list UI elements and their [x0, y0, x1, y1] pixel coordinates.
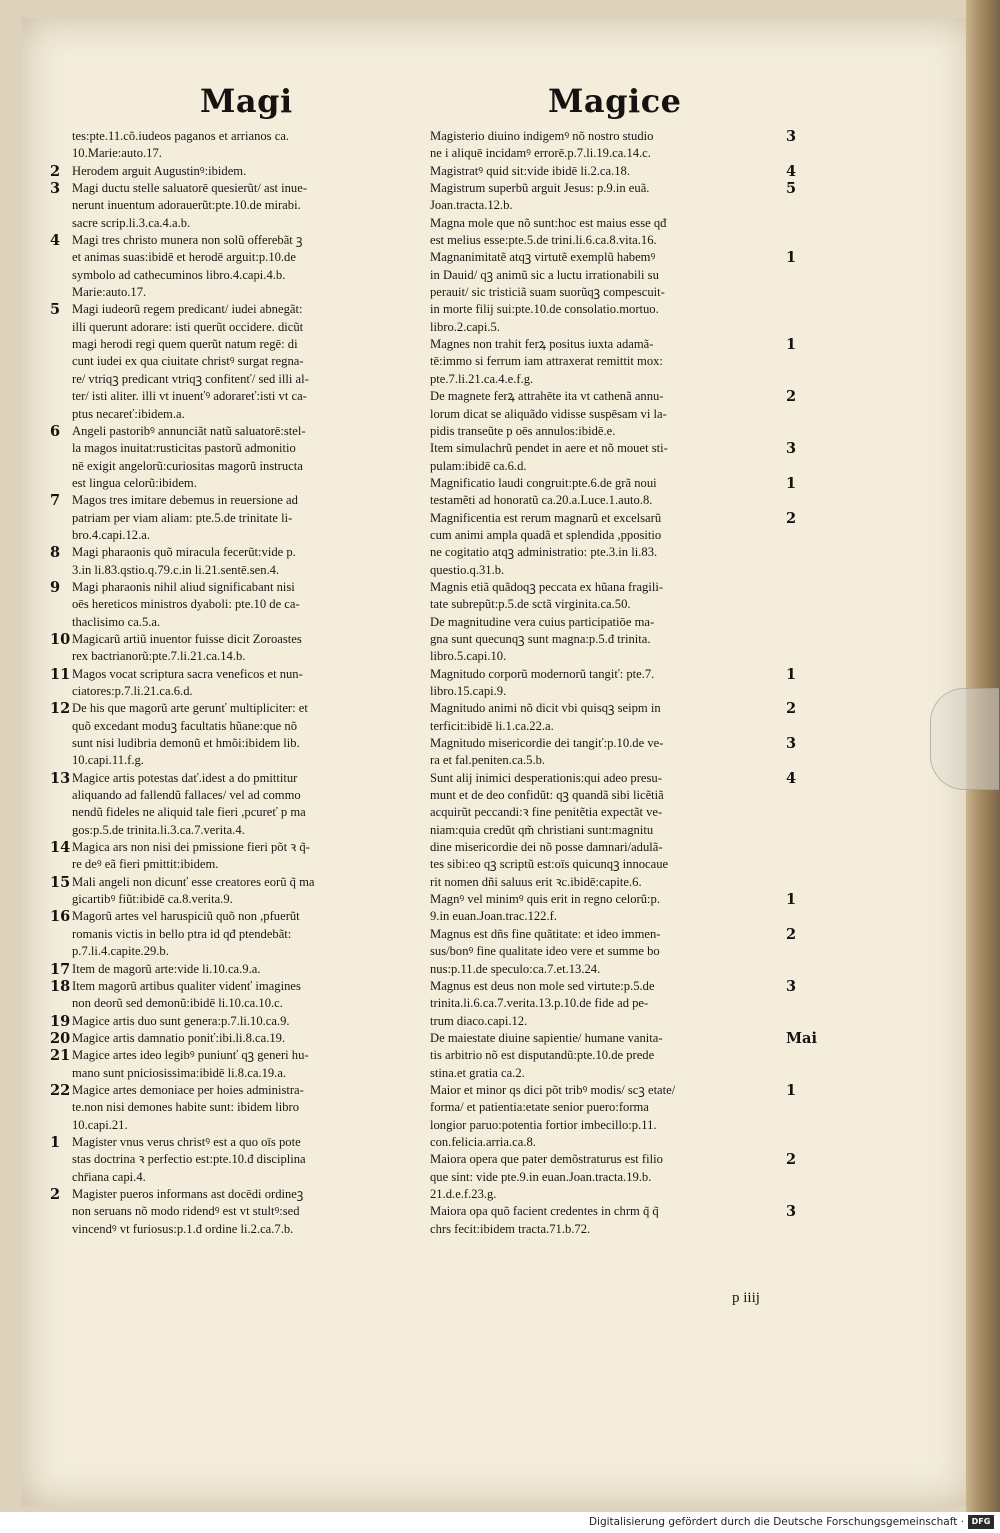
entry-number: 20 — [50, 1029, 71, 1047]
entry-number: 3 — [786, 440, 797, 458]
entry-text: Herodem arguit Augustinꝰ:ibidem. — [72, 163, 247, 178]
entry-text: Magnus est dñs fine quãtitate: et ideo immen- sus/bonꝰ fine qualitate ideo vere et summe bo nus:p.11.de speculo:ca.7.et.13.24. — [430, 926, 661, 976]
entry-text: Item simulachrũ pendet in aere et nõ mouet sti- pulam:ibidē ca.6.d. — [430, 441, 668, 473]
index-entry — [50, 839, 420, 874]
index-entry — [50, 1047, 420, 1082]
entry-text: De his que magorũ arte gerunť multipliciter: et quõ excedant moduꝫ facultatis hũane:que nõ sunt nisi ludibria demonũ et hmõi:ibidem lib. 10.capi.11.f.g. — [72, 701, 308, 768]
entry-text: Magnꝰ vel minimꝰ quis erit in regno celorũ:p. 9.in euan.Joan.trac.122.f. — [430, 892, 660, 924]
entry-text: Magnitudo misericordie dei tangiť:p.10.de ve- ra et fal.peniten.ca.5.b. — [430, 736, 664, 768]
index-entry — [50, 544, 420, 579]
entry-text: Maiora opera que pater demõstraturus est filio que sint: vide pte.9.in euan.Joan.tracta.19.b. 21.d.e.f.23.g. — [430, 1152, 663, 1201]
digitization-footer — [0, 1512, 1000, 1533]
running-head-right: Magice — [548, 82, 682, 120]
entry-number: 1 — [50, 1133, 61, 1151]
entry-number: 4 — [786, 162, 797, 180]
entry-number: 4 — [50, 232, 61, 250]
entry-text: Magorũ artes vel haruspiciũ quõ non ,pfuerũt romanis victis in bello ptra id qđ ptendebãt: p.7.li.4.capite.29.b. — [72, 909, 300, 959]
entry-text: Magnanimitatẽ atqꝫ virtutẽ exemplũ habemꝰ in Dauid/ qꝫ animũ sic a luctu irrationabili su perauit/ sic tristiciã suam suorũqꝫ compescuit- in morte filij sui:pte.10.de consolatio.mortuo. libro.2.capi.5. — [430, 250, 665, 334]
index-entry — [50, 666, 420, 701]
entry-number: 4 — [786, 769, 797, 787]
entry-number: 5 — [786, 180, 797, 198]
entry-text: Magi ductu stelle saluatorē quesierũt/ ast inue- nerunt inuentum adorauerũt:pte.10.de mirabi. sacre scrip.li.3.ca.4.a.b. — [72, 181, 308, 230]
index-entry — [50, 579, 420, 631]
entry-text: Sunt alij inimici desperationis:qui adeo presu- munt et de deo confidũt: qꝫ quandã sibi licẽtiã acquirũt peccandi:ꝛ fine penitẽtia expectãt ve- niam:quia credũt qm̃ christiani sunt:magnitu dine misericordie dei nõ posse damnari/adulã- tes sibi:eo qꝫ scriptũ est:oīs quicunqꝫ innocaue rit nomen dñi saluus erit ꝛc.ibidē:capite.6. — [430, 770, 669, 889]
entry-number: 2 — [786, 925, 797, 943]
index-entry — [50, 631, 420, 666]
entry-number: 3 — [786, 128, 797, 145]
index-entry — [50, 1134, 420, 1186]
entry-text: Magistrum superbũ arguit Jesus: p.9.in euã. Joan.tracta.12.b. — [430, 181, 650, 213]
entry-text: Magnis etiã quãdoqꝫ peccata ex hũana fragili- tate subrepũt:p.5.de sctã virginita.ca.50. — [430, 579, 664, 612]
index-entry — [50, 232, 420, 301]
index-entry — [430, 475, 830, 510]
funding-credit: Digitalisierung gefördert durch die Deutsche Forschungsgemeinschaft · — [588, 1516, 964, 1528]
entry-text: Magos vocat scriptura sacra veneficos et nun- ciatores:p.7.li.21.ca.6.d. — [72, 666, 303, 698]
entry-number: 11 — [50, 665, 71, 683]
entry-text: Item magorũ artibus qualiter videnť imagines non deorũ sed demonũ:ibidē li.10.ca.10.c. — [72, 978, 301, 1011]
entry-text: Magi pharaonis nihil aliud significabant nisi oēs hereticos ministros dyaboli: pte.10 de ca- thaclisimo ca.5.a. — [72, 579, 300, 629]
index-entry — [50, 163, 420, 180]
index-entry — [430, 891, 830, 926]
running-head-left: Magi — [200, 82, 293, 120]
signature-mark: p iiij — [732, 1290, 760, 1306]
entry-number: 2 — [786, 700, 797, 718]
entry-text: Magnitudo animi nõ dicit vbi quisqꝫ seipm in terficit:ibidē li.1.ca.22.a. — [430, 701, 661, 733]
entry-text: Magnificatio laudi congruit:pte.6.de grã noui testamẽti ad honoratũ ca.20.a.Luce.1.auto.8. — [430, 475, 657, 508]
entry-number: 1 — [786, 249, 797, 267]
entry-text: tes:pte.11.cõ.iudeos paganos et arrianos ca. 10.Marie:auto.17. — [72, 129, 290, 161]
entry-number: 2 — [786, 1151, 797, 1169]
entry-number: 17 — [50, 960, 71, 978]
entry-text: De magnitudine vera cuius participatiōe ma- gna sunt quecunqꝫ sunt magna:p.5.đ trinita. libro.5.capi.10. — [430, 614, 655, 664]
entry-number: 13 — [50, 769, 71, 787]
entry-text: Magnus est deus non mole sed virtute:p.5.de trinita.li.6.ca.7.verita.13.p.10.de fide ad pe- trum diaco.capi.12. — [430, 978, 655, 1028]
entry-text: Magice artis potestas dať.idest a do pmittitur aliquando ad fallendũ fallaces/ vel ad commo nendũ fideles ne aliquid tale fieri ,pcureť p ma gos:p.5.de trinita.li.3.ca.7.verita.4. — [72, 770, 306, 837]
entry-number: 18 — [50, 977, 71, 995]
entry-text: Magice artes demoniace per hoies administra- te.non nisi demones habite sunt: ibidem libro 10.capi.21. — [72, 1082, 304, 1132]
index-entry — [50, 128, 420, 163]
index-entry — [430, 1203, 830, 1238]
entry-number: 3 — [786, 977, 797, 995]
entry-number: 10 — [50, 630, 71, 648]
index-entry — [50, 1186, 420, 1238]
entry-text: Magister pueros informans ast docēdi ordineꝫ non seruans nõ modo ridendꝰ est vt stultꝰ:sed vincendꝰ vt furiosus:p.1.đ ordine li.2.ca.7.b. — [72, 1186, 304, 1236]
entry-number: 3 — [786, 735, 797, 753]
entry-number: 16 — [50, 908, 71, 926]
index-entry — [430, 735, 830, 770]
entry-number: 14 — [50, 839, 71, 857]
index-entry — [430, 700, 830, 735]
index-entry — [430, 978, 830, 1030]
entry-text: Magnes non trahit ferꝝ positus iuxta adamã- tē:immo si ferrum iam attraxerat remittit mox: pte.7.li.21.ca.4.e.f.g. — [430, 337, 663, 386]
entry-text: De magnete ferꝝ attrahēte ita vt cathenã annu- lorum dicat se aliquãdo vidisse suspēsam vi la- pidis transeũte p oēs annulos:ibidē.e. — [430, 389, 667, 438]
entry-number: 1 — [786, 1081, 797, 1099]
entry-text: De maiestate diuine sapientie/ humane vanita- tis arbitrio nõ est disputandũ:pte.10.de prede stina.et gratia ca.2. — [430, 1030, 663, 1080]
entry-number: 1 — [786, 336, 797, 354]
index-entry — [430, 163, 830, 180]
page-clip — [930, 688, 999, 790]
index-entry — [50, 700, 420, 769]
index-entry — [430, 926, 830, 978]
index-entry — [430, 180, 830, 215]
index-column-left — [50, 128, 420, 1238]
index-entry — [50, 978, 420, 1013]
entry-number: 1 — [786, 665, 797, 683]
entry-text: Magistratꝰ quid sit:vide ibidē li.2.ca.18. — [430, 163, 630, 178]
entry-text: Magice artis duo sunt genera:p.7.li.10.ca.9. — [72, 1013, 290, 1028]
entry-text: Mali angeli non dicunť esse creatores eorũ q̃ ma gicartibꝰ fiũt:ibidē ca.8.verita.9. — [72, 874, 315, 907]
entry-number: 2 — [50, 1185, 61, 1203]
entry-number: 9 — [50, 578, 61, 596]
index-entry — [50, 492, 420, 544]
index-column-right — [430, 128, 830, 1238]
entry-number: 21 — [50, 1047, 71, 1065]
entry-text: Maior et minor qs dici põt tribꝰ modis/ scꝫ etate/ forma/ et patientia:etate senior puero:forma longior paruo:potentia fortior imbecillo:p.11. con.felicia.arria.ca.8. — [430, 1082, 676, 1149]
entry-text: Magi tres christo munera non solũ offerebãt ꝫ et animas suas:ibidē et herodē arguit:p.10.de symbolo ad cathecuminos libro.4.capi.4.b. Marie:auto.17. — [72, 233, 303, 300]
entry-text: Magos tres imitare debemus in reuersione ad patriam per viam aliam: pte.5.de trinitate li- bro.4.capi.12.a. — [72, 493, 298, 542]
entry-text: Magi pharaonis quõ miracula fecerũt:vide p. 3.in li.83.qstio.q.79.c.in li.21.sentē.sen.4. — [72, 545, 296, 577]
entry-number: 1 — [786, 474, 797, 492]
entry-number: 3 — [786, 1203, 797, 1221]
index-entry — [430, 510, 830, 579]
entry-text: Magice artis damnatio poniť:ibi.li.8.ca.19. — [72, 1030, 286, 1045]
entry-text: Magnificentia est rerum magnarũ et excelsarũ cum animi ampla quadã et splendida ,ppositio ne cogitatio atqꝫ administratio: pte.3.in li.83. questio.q.31.b. — [430, 510, 662, 577]
index-entry — [50, 423, 420, 492]
index-entry — [430, 1151, 830, 1203]
index-entry — [430, 614, 830, 666]
entry-text: Angeli pastoribꝰ annunciãt natũ saluatorē:stel- la magos inuitat:rusticitas pastorũ admonitio nē exigit angelorũ:curiositas magorũ instructa est lingua celorũ:ibidem. — [72, 423, 306, 490]
entry-number: 15 — [50, 873, 71, 891]
index-entry — [430, 579, 830, 614]
index-entry — [430, 128, 830, 163]
index-entry — [50, 961, 420, 978]
index-entry — [50, 180, 420, 232]
entry-number: 2 — [50, 162, 61, 180]
entry-number: 5 — [50, 301, 61, 319]
entry-number: 2 — [786, 509, 797, 527]
entry-number: 2 — [786, 388, 797, 406]
entry-text: Magica ars non nisi dei pmissione fieri põt ꝛ q̃- re deꝰ eã fieri pmittit:ibidem. — [72, 840, 310, 872]
index-entry — [50, 301, 420, 422]
entry-text: Magi iudeorũ regem predicant/ iudei abnegãt: illi querunt adorare: isti querũt occidere. dicũt magi herodi regi quem querũt natum regē: di cunt iudei ex qua ciuitate christꝰ surgat regna- re/ vtriqꝫ predicant vtriqꝫ confitenť/ sed illi al- ter/ isti aliter. illi vt inuenťꝰ adorareť:isti vt ca- ptus necareť:ibidem.a. — [72, 302, 309, 421]
entry-number: 7 — [50, 492, 61, 510]
index-entry — [50, 770, 420, 839]
entry-number: 6 — [50, 422, 61, 440]
index-entry — [430, 336, 830, 388]
entry-number: 12 — [50, 700, 71, 718]
entry-text: Item de magorũ arte:vide li.10.ca.9.a. — [72, 961, 261, 976]
entry-number: 1 — [786, 891, 797, 909]
index-entry — [430, 440, 830, 475]
index-entry — [430, 388, 830, 440]
index-entry — [430, 215, 830, 250]
entry-number: 22 — [50, 1081, 71, 1099]
index-entry — [430, 666, 830, 701]
index-entry — [50, 1030, 420, 1047]
entry-text: Magister vnus verus christꝰ est a quo oīs pote stas doctrina ꝛ perfectio est:pte.10.đ disciplina chr̄iana capi.4. — [72, 1134, 306, 1184]
index-entry — [430, 770, 830, 891]
entry-text: Magna mole que nõ sunt:hoc est maius esse qđ est melius esse:pte.5.de trini.li.6.ca.8.vita.16. — [430, 215, 667, 248]
index-entry — [430, 1082, 830, 1151]
entry-number: 3 — [50, 180, 61, 198]
entry-text: Magice artes ideo legibꝰ puniunť qꝫ generi hu- mano sunt pniciosissima:ibidē li.8.ca.19.a. — [72, 1048, 309, 1080]
entry-number: 19 — [50, 1012, 71, 1030]
entry-text: Magnitudo corporũ modernorũ tangiť: pte.7. libro.15.capi.9. — [430, 666, 655, 698]
entry-text: Magisterio diuino indigemꝰ nõ nostro studio ne i aliquē incidamꝰ errorē.p.7.li.19.ca.14.c. — [430, 129, 654, 161]
index-entry — [50, 908, 420, 960]
index-entry — [50, 874, 420, 909]
index-entry — [50, 1082, 420, 1134]
index-entry — [430, 1030, 830, 1082]
entry-text: Magicarũ artiũ inuentor fuisse dicit Zoroastes rex bactrianorũ:pte.7.li.21.ca.14.b. — [72, 631, 302, 664]
dfg-logo: DFG — [968, 1515, 994, 1529]
entry-number: 8 — [50, 544, 61, 562]
index-entry — [430, 249, 830, 336]
index-entry — [50, 1013, 420, 1030]
entry-text: Maiora opa quõ facient credentes in chrm q̃ q̃ chrs fecit:ibidem tracta.71.b.72. — [430, 1204, 659, 1236]
entry-number: Mai — [786, 1029, 817, 1047]
